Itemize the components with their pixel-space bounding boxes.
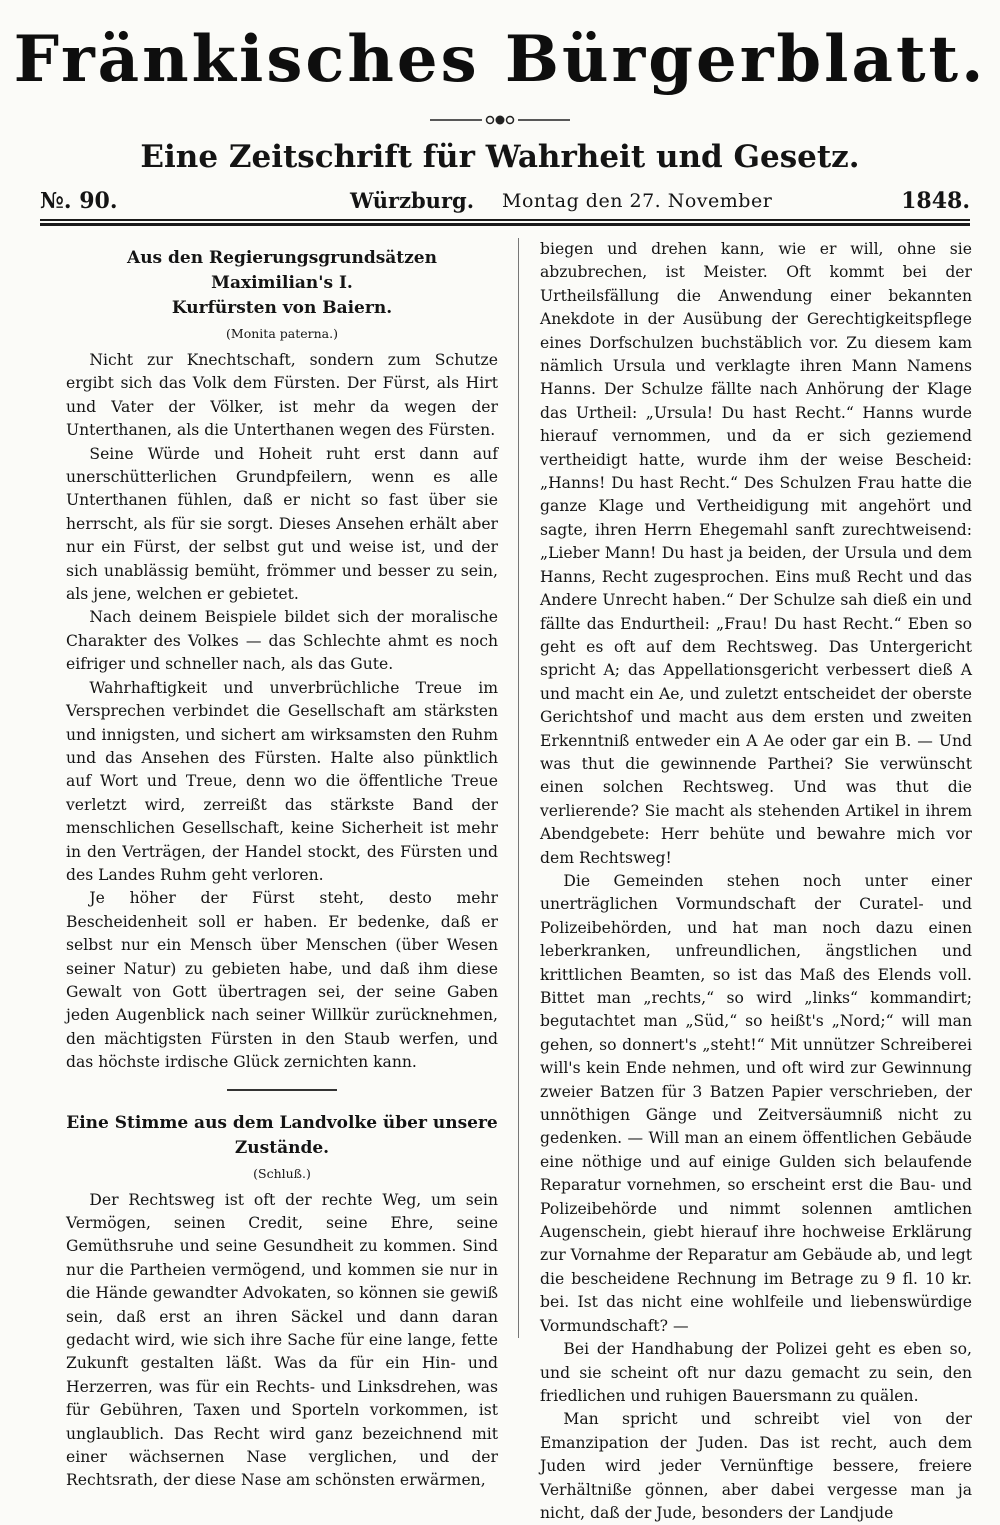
article-separator: [227, 1089, 337, 1091]
article1-heading: Aus den Regierungsgrundsätzen Maximilian's I.: [127, 248, 437, 293]
article2-paragraph: Die Gemeinden stehen noch unter einer unerträglichen Vormundschaft der Curatel- und Polizeibehörden, und hat man noch dazu einen leberkranken, unfreundlichen, ängstlichen und krittlichen Beamten, so ist das Maß des Elends voll. Bittet man „rechts,“ so wird „links“ kommandirt; begutachtet man „Süd,“ so heißt's „Nord;“ will man gehen, so donnert's „steht!“ Mit unnützer Schreiberei will's kein Ende nehmen, und oft wird zur Gewinnung zweier Batzen für 3 Batzen Papier verschrieben, der unnöthigen Gänge und Zeitversäumniß nicht zu gedenken. — Will man an einem öffentlichen Gebäude eine nöthige und auf einige Gulden sich belaufende Reparatur vornehmen, so erscheint erst die Bau- und Polizeibehörde und nimmt solennen amtlichen Augenschein, giebt hierauf ihre hochweise Erklärung zur Vornahme der Reparatur am Gebäude ab, und legt die bescheidene Rechnung im Betrage zu 9 fl. 10 kr. bei. Ist das nicht eine wohlfeile und liebenswürdige Vormundschaft? —: [540, 871, 972, 1335]
issue-year: 1848.: [901, 188, 970, 214]
article2-note: (Schluß.): [253, 1165, 311, 1181]
article2-heading: Eine Stimme aus dem Landvolke über unsere Zustände.: [66, 1112, 498, 1158]
article2-paragraph: Bei der Handhabung der Polizei geht es eben so, und sie scheint oft nur dazu gemacht zu sein, den friedlichen und ruhigen Bauersmann zu quälen.: [540, 1340, 972, 1405]
masthead-rule: [40, 219, 970, 226]
article1-paragraph: Seine Würde und Hoheit ruht erst dann auf unerschütterlichen Grundpfeilern, wenn es alle Unterthanen fühlen, daß er nicht so fast über sie herrscht, als für sie sorgt. Dieses Ansehen erhält aber nur ein Fürst, der selbst gut und weise ist, und der sich unablässig bemüht, frömmer und besser zu sein, als jene, welchen er gebietet.: [66, 444, 498, 604]
article2-paragraph: Man spricht und schreibt viel von der Emanzipation der Juden. Das ist recht, auch dem Juden wird jeder Vernünftige bessere, freiere Verhältniße gönnen, aber dabei vergesse man ja nicht, daß der Jude, besonders der Landjude: [540, 1410, 972, 1522]
article1-paragraph: Nicht zur Knechtschaft, sondern zum Schutze ergibt sich das Volk dem Fürsten. Der Fürst, als Hirt und Vater der Völker, ist mehr da wegen der Unterthanen, als die Unterthanen wegen des Fürsten.: [66, 351, 498, 440]
article1-paragraph: Wahrhaftigkeit und unverbrüchliche Treue im Versprechen verbindet die Gesellschaft am stärksten und innigsten, und sichert am wirksamsten den Ruhm und das Ansehen des Fürsten. Halte also pünktlich auf Wort und Treue, denn wo die öffentliche Treue verletzt wird, zerreißt das stärkste Band der menschlichen Gesellschaft, keine Sicherheit ist mehr in den Verträgen, der Handel stockt, des Fürsten und des Landes Ruhm geht verloren.: [66, 678, 498, 884]
ornament-flourish-icon: [430, 112, 570, 128]
column-divider: [518, 238, 519, 1338]
article1-paragraph: Je höher der Fürst steht, desto mehr Bescheidenheit soll er haben. Er bedenke, daß er selbst nur ein Mensch über Menschen (über Wesen seiner Natur) zu gebieten habe, und daß ihm diese Gewalt von Gott übertragen sei, der seine Gaben jeden Augenblick nach seiner Willkür zurücknehmen, den mächtigsten Fürsten in den Staub werfen, und das höchste irdische Glück zernichten kann.: [66, 889, 498, 1072]
article1-heading-line2: Kurfürsten von Baiern.: [171, 298, 393, 318]
newspaper-subtitle: Eine Zeitschrift für Wahrheit und Gesetz.: [140, 139, 860, 175]
newspaper-title: Fränkisches Bürgerblatt.: [13, 22, 987, 97]
title-ornament: [0, 112, 1000, 128]
left-column: [66, 238, 498, 1490]
dateline: [40, 186, 970, 216]
masthead: [0, 0, 1000, 250]
article2-continuation: biegen und drehen kann, wie er will, ohne sie abzubrechen, ist Meister. Oft kommt bei der Urtheilsfällung die Anwendung einer bekannten Anekdote in der Ausübung der Gerechtigkeitspflege eines Dorfschulzen buchstäblich vor. Zu diesem kam nämlich Ursula und verklagte ihren Mann Namens Hanns. Der Schulze fällte nach Anhörung der Klage das Urtheil: „Ursula! Du hast Recht.“ Hanns wurde hierauf vernommen, und da er sich geziemend vertheidigt hatte, wurde ihm der weise Bescheid: „Hanns! Du hast Recht.“ Des Schulzen Frau hatte die ganze Klage und Vertheidigung mit angehört und sagte, ihren Herrn Ehegemahl sanft zurechtweisend: „Lieber Mann! Du hast ja beiden, der Ursula und dem Hanns, Recht zugesprochen. Eins muß Recht und das Andere Unrecht haben.“ Der Schulze sah dieß ein und fällte das Endurtheil: „Frau! Du hast Recht.“ Eben so geht es oft auf dem Rechtsweg. Das Untergericht spricht A; das Appellationsgericht verbessert dieß A und macht ein Ae, und zuletzt entscheidet der oberste Gerichtshof und macht aus dem ersten und zweiten Erkenntniß entweder ein A Ae oder gar ein B. — Und was thut die gewinnende Parthei? Sie verwünscht einen solchen Rechtsweg. Und was thut die verlierende? Sie macht als stehenden Artikel in ihrem Abendgebete: Herr behüte und bewahre mich vor dem Rechtsweg!: [540, 240, 972, 867]
place-of-publication: Würzburg.: [350, 188, 475, 213]
right-column: [540, 238, 972, 1522]
issue-date: Montag den 27. November: [502, 190, 773, 212]
article1-note: (Monita paterna.): [226, 326, 338, 341]
article1-paragraph: Nach deinem Beispiele bildet sich der moralische Charakter des Volkes — das Schlechte ahmt es noch eifriger und schneller nach, als das Gute.: [66, 608, 498, 674]
article2-paragraph: Der Rechtsweg ist oft der rechte Weg, um sein Vermögen, seinen Credit, seine Ehre, seine Gemüthsruhe und seine Gesundheit zu kommen. Sind nur die Partheien vermögend, und kommen sie nur in die Hände gewandter Advokaten, so können sie gewiß sein, daß erst an ihren Säckel und dann daran gedacht wird, wie sich ihre Sache für eine lange, fette Zukunft gestalten läßt. Was da für ein Hin- und Herzerren, was für ein Rechts- und Linksdrehen, was für Gebühren, Taxen und Sporteln vorkommen, ist unglaublich. Das Recht wird ganz bezeichnend mit einer wächsernen Nase verglichen, und der Rechtsrath, der diese Nase am schönsten erwärmen,: [66, 1190, 498, 1490]
issue-number: №. 90.: [40, 188, 118, 214]
